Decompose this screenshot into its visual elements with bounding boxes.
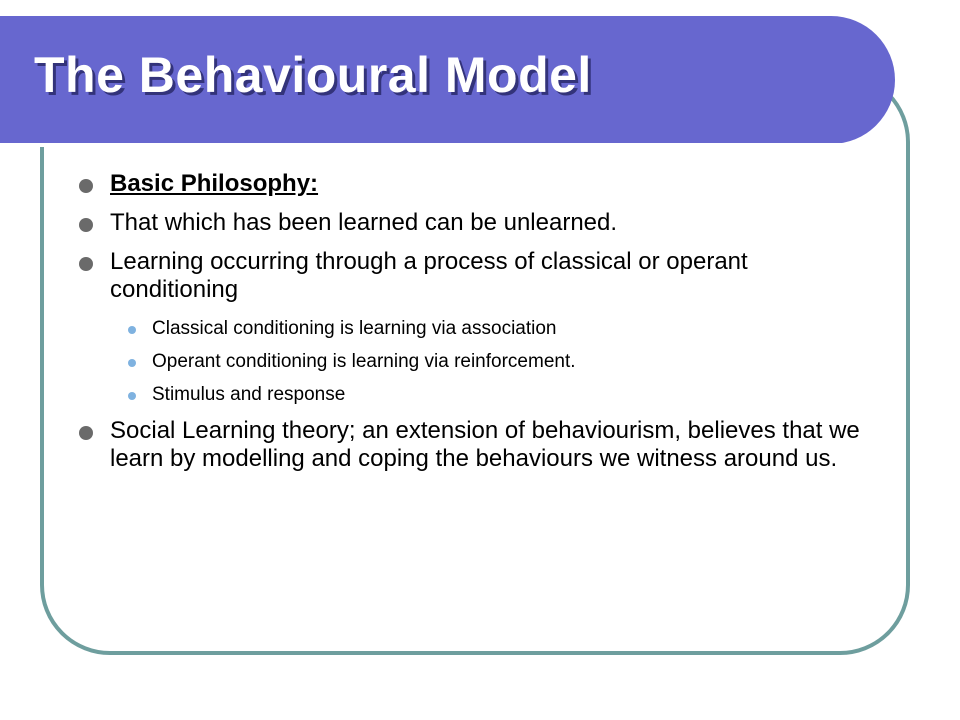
bullet-heading-text: Basic Philosophy: (110, 170, 319, 197)
sub-bullet-item (110, 384, 876, 406)
sub-bullet-text: Stimulus and response (152, 384, 346, 405)
bullet-item (76, 417, 876, 473)
bullet-item (76, 209, 876, 237)
sub-bullet-dot-icon (128, 359, 136, 367)
bullet-text: Social Learning theory; an extension of behaviourism, believes that we learn by modelling and coping the behaviours we witness around us. (110, 417, 860, 472)
sub-bullet-dot-icon (128, 392, 136, 400)
title-underline-rule (0, 143, 848, 147)
bullet-dot-icon (79, 218, 93, 232)
sub-bullet-dot-icon (128, 326, 136, 334)
bullet-dot-icon (79, 257, 93, 271)
bullet-text: That which has been learned can be unlearned. (110, 209, 618, 236)
bullet-dot-icon (79, 426, 93, 440)
bullet-dot-icon (79, 179, 93, 193)
slide-title: The Behavioural Model (34, 47, 592, 103)
bullet-item (76, 248, 876, 406)
bullet-text: Learning occurring through a process of classical or operant conditioning (110, 248, 748, 303)
bullet-list (76, 170, 876, 473)
sub-bullet-text: Classical conditioning is learning via association (152, 318, 557, 339)
sub-bullet-list (110, 318, 876, 406)
sub-bullet-text: Operant conditioning is learning via reinforcement. (152, 351, 576, 372)
sub-bullet-item (110, 318, 876, 340)
sub-bullet-item (110, 351, 876, 373)
slide-content (76, 170, 876, 484)
bullet-item (76, 170, 876, 198)
